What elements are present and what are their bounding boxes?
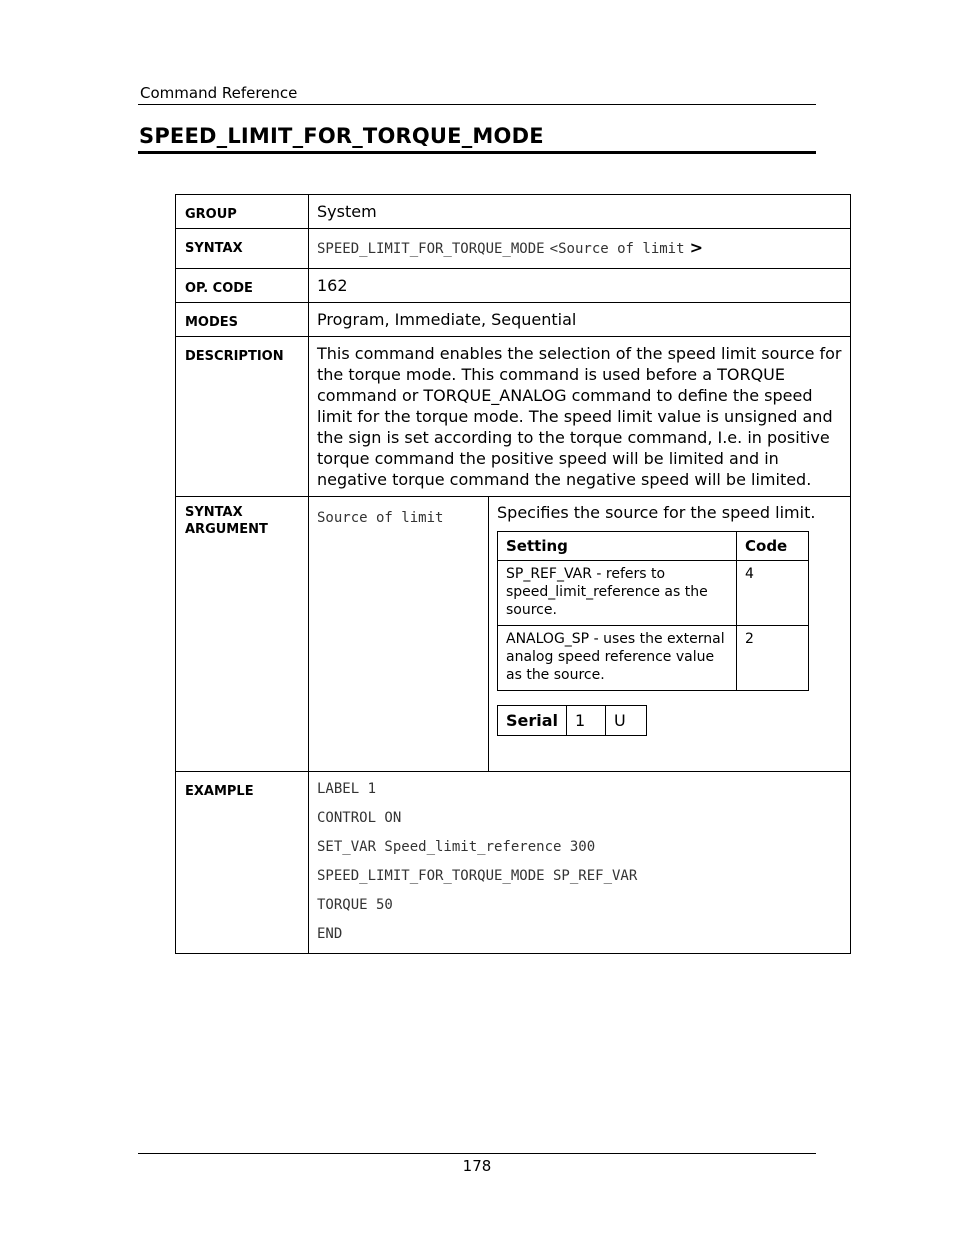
example-label: EXAMPLE — [185, 784, 254, 799]
description-row — [176, 336, 850, 496]
title-underline — [138, 151, 816, 154]
settings-table — [497, 531, 809, 691]
example-line: SPEED_LIMIT_FOR_TORQUE_MODE SP_REF_VAR — [317, 868, 638, 884]
running-header: Command Reference — [140, 84, 298, 102]
example-line: SET_VAR Speed_limit_reference 300 — [317, 839, 596, 855]
modes-row — [176, 302, 850, 336]
argument-name: Source of limit — [317, 510, 444, 526]
table-row — [498, 561, 809, 626]
description-value: This command enables the selection of the speed limit source for the torque mode. This command is used before a TORQUE command or TORQUE_ANALOG command to define the speed limit for the torque mode. The speed limit value is unsigned and the sign is set according to the torque command, I.e. in positive torque command the positive speed will be limited and in negative torque command the negative speed will be limited. — [317, 344, 842, 489]
syntax-argument: Source of limit — [558, 241, 685, 257]
settings-header-code: Code — [737, 532, 809, 561]
table-row — [498, 626, 809, 691]
syntax-argument-label-1: SYNTAX — [185, 505, 243, 520]
settings-header-row — [498, 532, 809, 561]
code-cell: 4 — [737, 561, 809, 626]
serial-unit: U — [606, 706, 647, 736]
opcode-row — [176, 268, 850, 302]
opcode-value: 162 — [317, 276, 348, 295]
page-title: SPEED_LIMIT_FOR_TORQUE_MODE — [139, 124, 544, 148]
example-line: CONTROL ON — [317, 810, 402, 826]
serial-label: Serial — [498, 706, 567, 736]
opcode-label: OP. CODE — [185, 281, 253, 296]
modes-label: MODES — [185, 315, 239, 330]
header-divider — [138, 104, 816, 105]
code-cell: 2 — [737, 626, 809, 691]
group-label: GROUP — [185, 207, 237, 222]
argument-description: Specifies the source for the speed limit. — [497, 503, 816, 522]
description-label: DESCRIPTION — [185, 349, 284, 364]
example-row — [176, 771, 850, 953]
serial-value: 1 — [567, 706, 606, 736]
setting-cell: ANALOG_SP - uses the external analog speed reference value as the source. — [498, 626, 737, 691]
syntax-command: SPEED_LIMIT_FOR_TORQUE_MODE — [317, 241, 545, 257]
syntax-open-bracket: < — [549, 241, 559, 257]
syntax-label: SYNTAX — [185, 241, 243, 256]
syntax-close-bracket: > — [689, 238, 704, 257]
group-row — [176, 195, 850, 228]
example-line: END — [317, 926, 343, 942]
settings-header-setting: Setting — [498, 532, 737, 561]
syntax-argument-row — [176, 496, 850, 771]
syntax-argument-label-2: ARGUMENT — [185, 522, 268, 537]
footer-divider — [138, 1153, 816, 1154]
setting-cell: SP_REF_VAR - refers to speed_limit_reference as the source. — [498, 561, 737, 626]
example-line: TORQUE 50 — [317, 897, 393, 913]
serial-table — [497, 705, 647, 736]
modes-value: Program, Immediate, Sequential — [317, 310, 577, 329]
command-table — [175, 194, 851, 954]
page-number: 178 — [462, 1157, 492, 1175]
syntax-row — [176, 228, 850, 268]
group-value: System — [317, 202, 377, 221]
example-line: LABEL 1 — [317, 781, 377, 797]
